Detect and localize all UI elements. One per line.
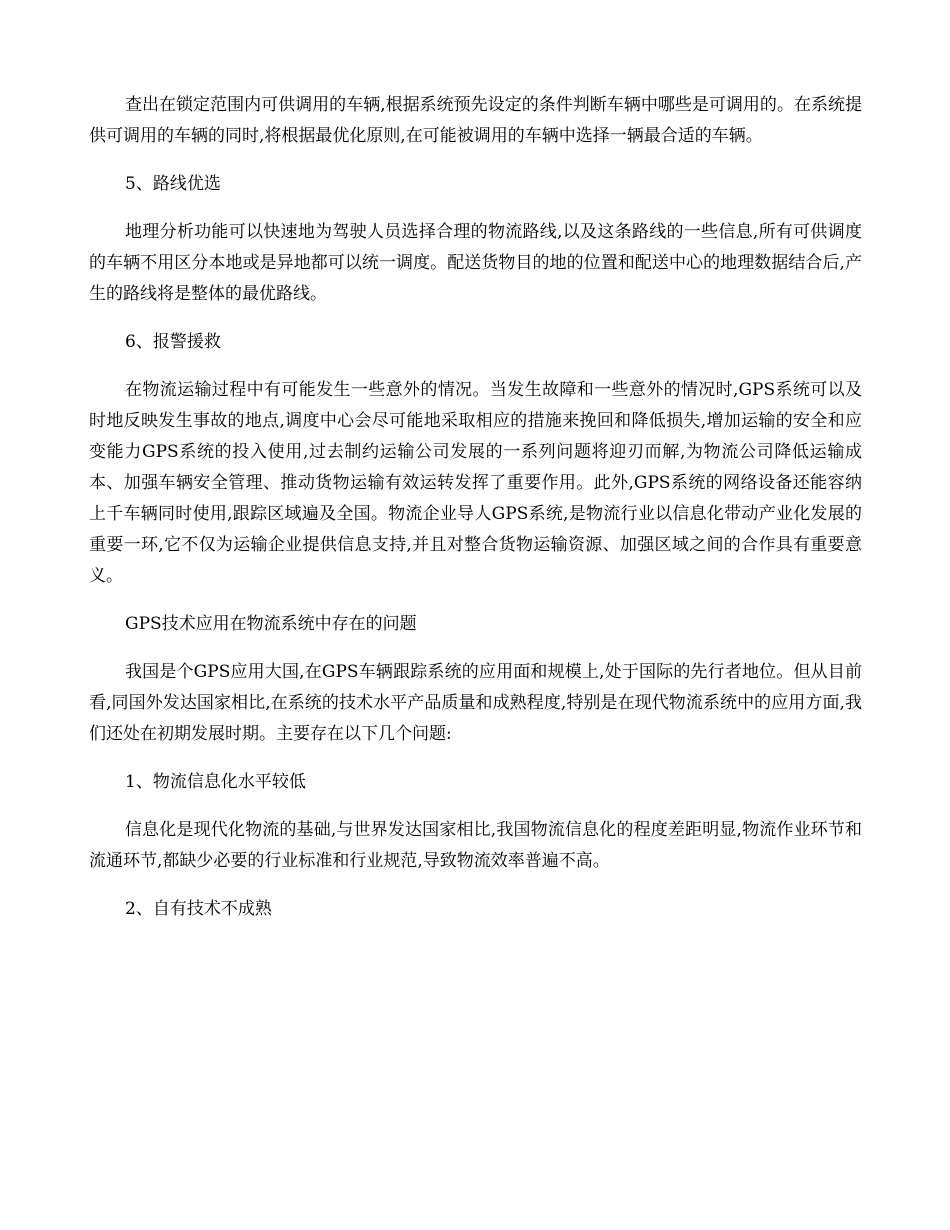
paragraph-alarm-rescue: 在物流运输过程中有可能发生一些意外的情况。当发生故障和一些意外的情况时,GPS系统可以及时地反映发生事故的地点,调度中心会尽可能地采取相应的措施来挽回和降低损失,增加运输的安全和应变能力GPS系统的投入使用,过去制约运输公司发展的一系列问题将迎刃而解,为物流公司降低运输成本、加强车辆安全管理、推动货物运输有效运转发挥了重要作用。此外,GPS系统的网络设备还能容纳上千车辆同时使用,跟踪区域遍及全国。物流企业导人GPS系统,是物流行业以信息化带动产业化发展的重要一环,它不仅为运输企业提供信息支持,并且对整合货物运输资源、加强区域之间的合作具有重要意义。 bbox=[89, 380, 862, 586]
paragraph-route-optimization: 地理分析功能可以快速地为驾驶人员选择合理的物流路线,以及这条路线的一些信息,所有可供调度的车辆不用区分本地或是异地都可以统一调度。配送货物目的地的位置和配送中心的地理数据结合后,产生的路线将是整体的最优路线。 bbox=[89, 222, 862, 304]
paragraph-vehicle-dispatch: 查出在锁定范围内可供调用的车辆,根据系统预先设定的条件判断车辆中哪些是可调用的。在系统提供可调用的车辆的同时,将根据最优化原则,在可能被调用的车辆中选择一辆最合适的车辆。 bbox=[89, 95, 862, 146]
paragraph-gps-problems: 我国是个GPS应用大国,在GPS车辆跟踪系统的应用面和规模上,处于国际的先行者地位。但从目前看,同国外发达国家相比,在系统的技术水平产品质量和成熟程度,特别是在现代物流系统中的应用方面,我们还处在初期发展时期。主要存在以下几个问题: bbox=[89, 662, 862, 744]
heading-informatization-level: 1、物流信息化水平较低 bbox=[125, 772, 306, 792]
heading-gps-problems: GPS技术应用在物流系统中存在的问题 bbox=[125, 614, 417, 634]
paragraph-informatization-level: 信息化是现代化物流的基础,与世界发达国家相比,我国物流信息化的程度差距明显,物流作业环节和流通环节,都缺少必要的行业标准和行业规范,导致物流效率普遍不高。 bbox=[89, 820, 862, 871]
heading-alarm-rescue: 6、报警援救 bbox=[125, 332, 221, 352]
heading-technology-immature: 2、自有技术不成熟 bbox=[125, 899, 272, 919]
heading-route-optimization: 5、路线优选 bbox=[125, 174, 221, 194]
